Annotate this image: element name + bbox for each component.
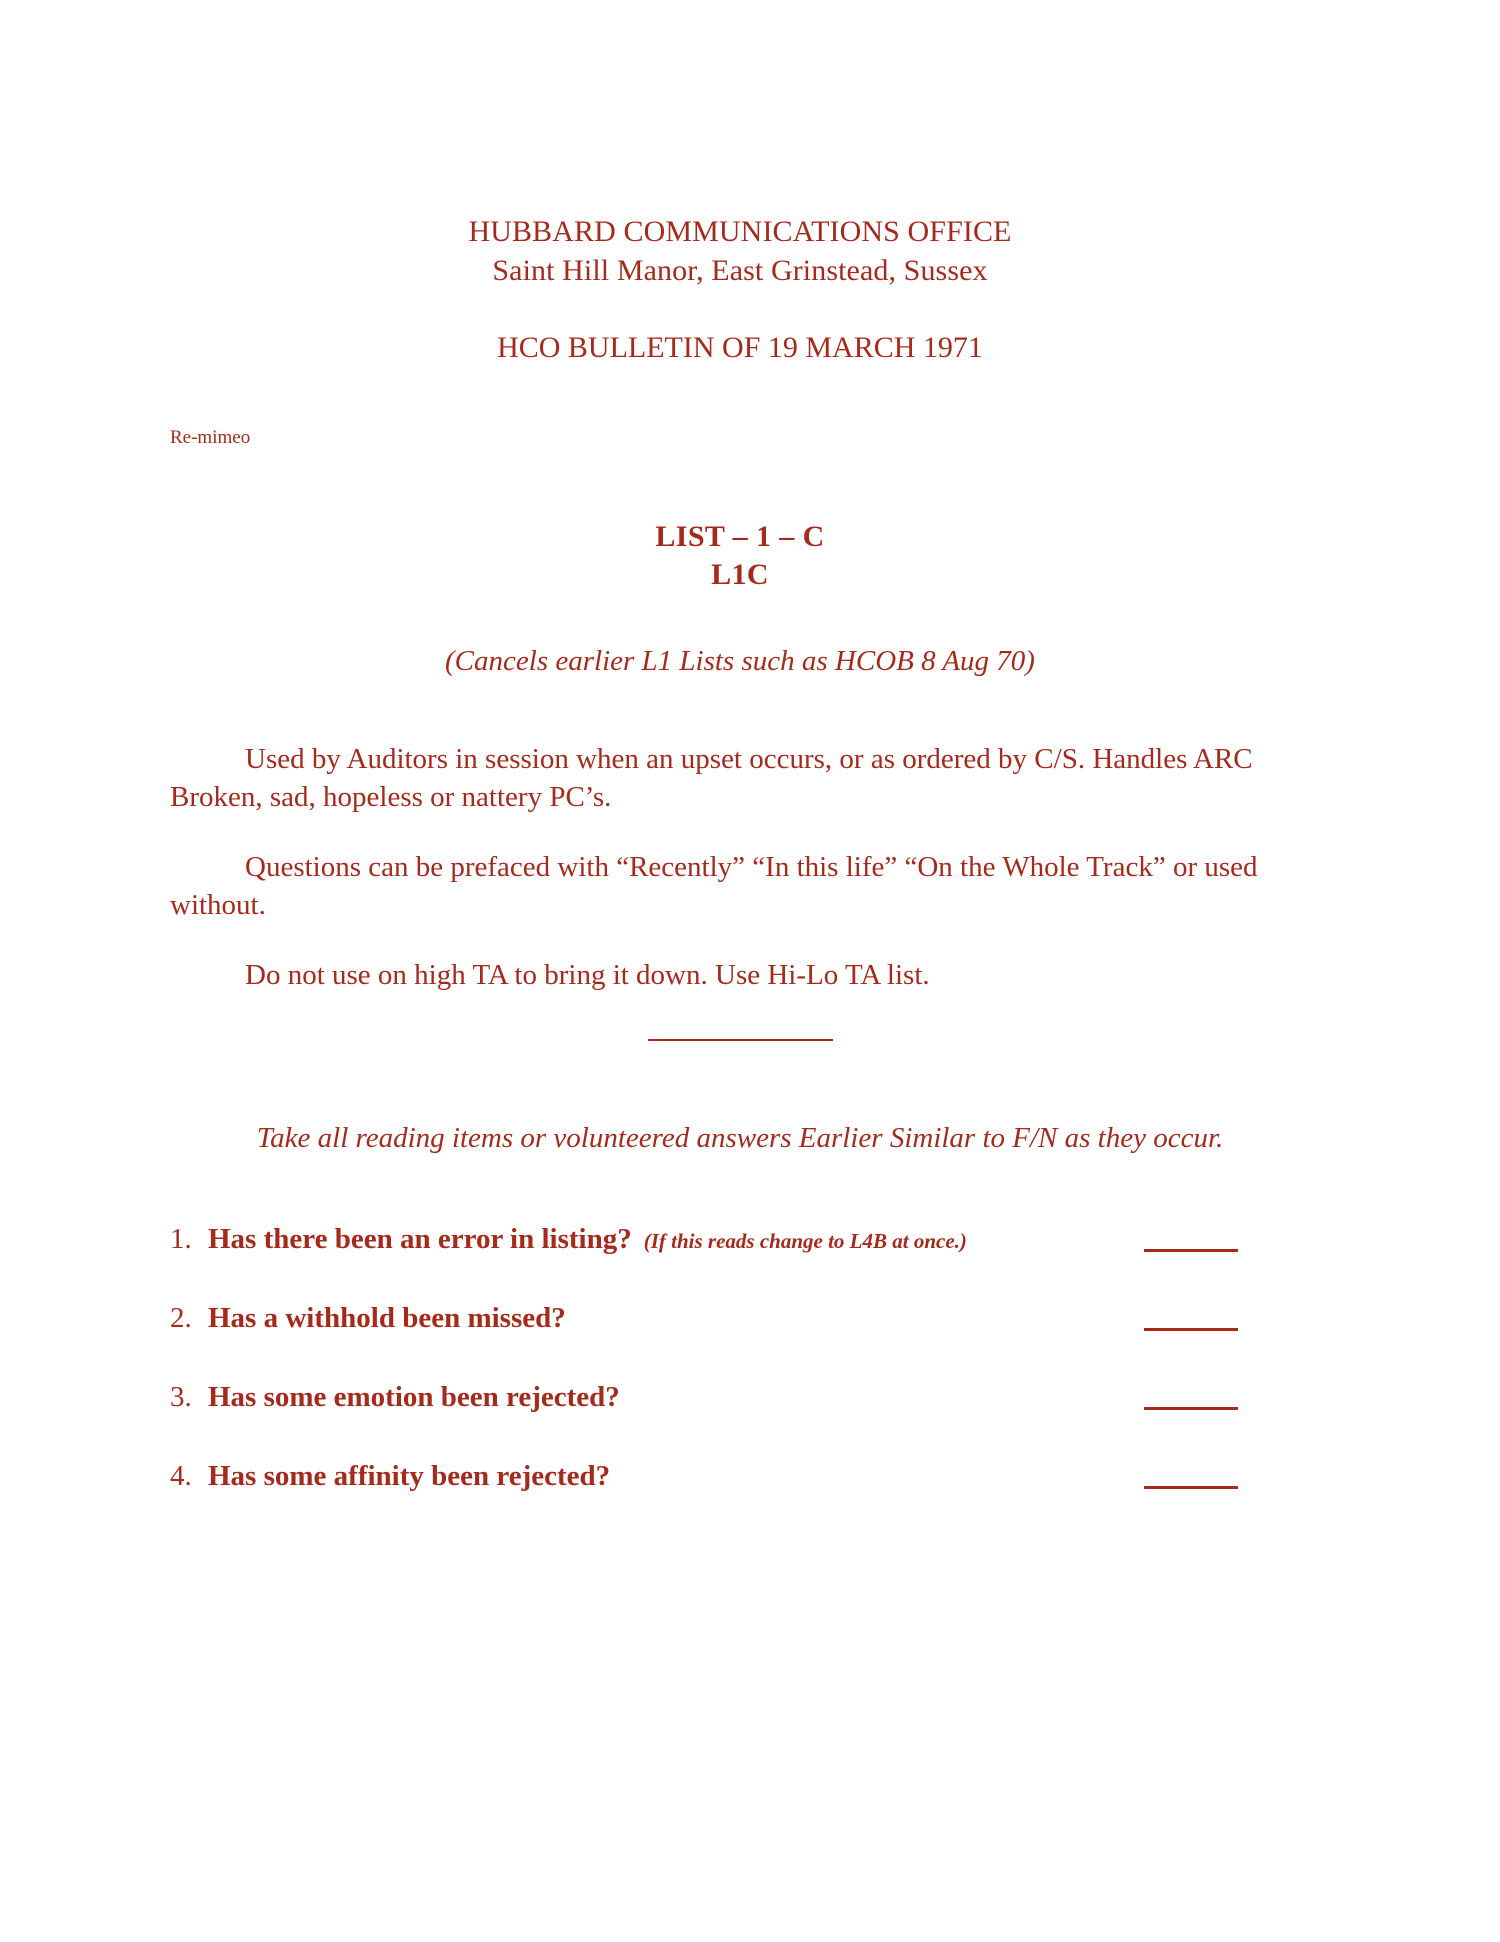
distribution-label: Re-mimeo (170, 427, 251, 448)
section-divider (170, 1031, 1310, 1061)
body-paragraph: Questions can be prefaced with “Recently” “In this life” “On the Whole Track” or used without. (170, 850, 1258, 922)
question-text: Has some emotion been rejected? (208, 1381, 620, 1414)
question-body (208, 1302, 1144, 1335)
answer-blank[interactable] (1144, 1233, 1238, 1252)
question-list (170, 1223, 1310, 1493)
page-title: LIST – 1 – C (655, 520, 825, 553)
page-subtitle: L1C (711, 558, 769, 592)
question-note: (If this reads change to L4B at once.) (643, 1229, 967, 1254)
organization-name: HUBBARD COMMUNICATIONS OFFICE (468, 215, 1012, 248)
question-item (170, 1460, 1310, 1493)
organization-address: Saint Hill Manor, East Grinstead, Sussex (492, 254, 988, 287)
answer-blank[interactable] (1144, 1391, 1238, 1410)
question-number: 3. (170, 1381, 192, 1414)
question-number: 2. (170, 1302, 192, 1335)
answer-blank[interactable] (1144, 1312, 1238, 1331)
instruction-note: Take all reading items or volunteered answers Earlier Similar to F/N as they occur. (256, 1121, 1224, 1154)
body-paragraph: Do not use on high TA to bring it down. Use Hi-Lo TA list. (245, 959, 930, 992)
document-content (170, 0, 1310, 1509)
question-body (208, 1460, 1144, 1493)
question-number: 1. (170, 1223, 192, 1256)
question-text: Has there been an error in listing? (208, 1223, 632, 1256)
body-paragraphs (170, 740, 1310, 995)
letterhead (170, 212, 1310, 290)
question-item (170, 1302, 1310, 1335)
answer-blank[interactable] (1144, 1470, 1238, 1489)
title-block (170, 518, 1310, 595)
question-number: 4. (170, 1460, 192, 1493)
body-paragraph: Used by Auditors in session when an upset occurs, or as ordered by C/S. Handles ARC Broken, sad, hopeless or nattery PC’s. (170, 742, 1253, 814)
question-item (170, 1223, 1310, 1256)
question-body (208, 1381, 1144, 1414)
question-text: Has some affinity been rejected? (208, 1460, 611, 1493)
question-body (208, 1223, 1144, 1256)
bulletin-date-line: HCO BULLETIN OF 19 MARCH 1971 (497, 331, 983, 364)
question-text: Has a withhold been missed? (208, 1302, 566, 1335)
horizontal-rule (648, 1039, 833, 1041)
cancels-note: (Cancels earlier L1 Lists such as HCOB 8 Aug 70) (445, 644, 1035, 677)
question-item (170, 1381, 1310, 1414)
